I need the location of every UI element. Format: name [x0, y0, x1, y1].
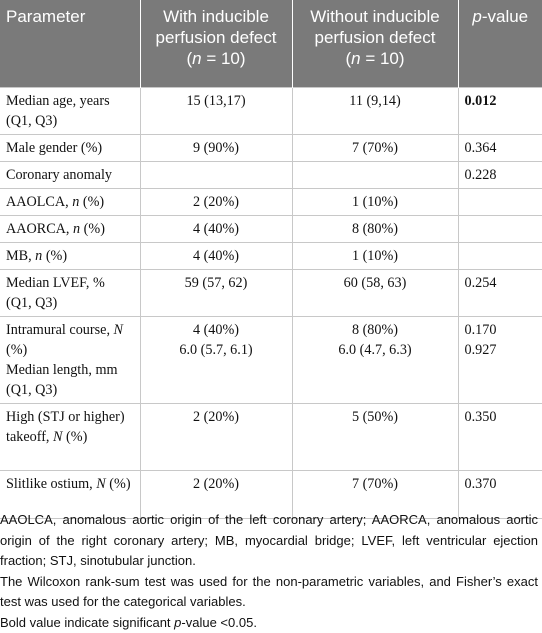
table-row [0, 403, 542, 470]
cell-param: Median age, years (Q1, Q3) [0, 87, 140, 134]
footnote-bold-text: Bold value indicate significant [0, 615, 174, 630]
cell-with: 4 (40%) [140, 215, 292, 242]
cell-without-value2: 6.0 (4.7, 6.3) [338, 342, 411, 358]
cell-with-value2: 6.0 (5.7, 6.1) [179, 342, 252, 358]
cell-with: 2 (20%) [140, 470, 292, 518]
cell-pvalue [458, 215, 542, 242]
header-with-line1: With inducible [163, 7, 269, 26]
param-n: N [114, 322, 123, 338]
cell-pvalue [458, 316, 542, 403]
table-row [0, 87, 542, 134]
cell-with [140, 316, 292, 403]
cell-with: 59 (57, 62) [140, 269, 292, 316]
cell-with: 4 (40%) [140, 242, 292, 269]
cell-with: 2 (20%) [140, 188, 292, 215]
header-with-line3: (n = 10) [186, 49, 245, 68]
cell-without: 11 (9,14) [292, 87, 458, 134]
header-without-line1: Without inducible [310, 7, 439, 26]
table-row [0, 269, 542, 316]
footnote-abbreviations: AAOLCA, anomalous aortic origin of the left coronary artery; AAORCA, anomalous aortic origin of the right coronary artery; MB, myocardial bridge; LVEF, left ventricular ejection fraction; STJ, sinotubular junction. [0, 510, 538, 572]
footnote-bold [0, 613, 538, 633]
cell-with: 2 (20%) [140, 403, 292, 470]
cell-pvalue: 0.228 [458, 161, 542, 188]
table-row [0, 316, 542, 403]
param-text: High (STJ or higher) takeoff, [6, 409, 125, 445]
table-row [0, 215, 542, 242]
cell-pvalue: 0.350 [458, 403, 542, 470]
header-row [0, 0, 542, 87]
param-n: n [73, 221, 80, 237]
header-with-line2: perfusion defect [156, 28, 277, 47]
header-pvalue-p: p [472, 7, 481, 26]
cell-with: 15 (13,17) [140, 87, 292, 134]
cell-pvalue: 0.370 [458, 470, 542, 518]
cell-without [292, 316, 458, 403]
cell-param: Coronary anomaly [0, 161, 140, 188]
param-suffix: (%) [6, 342, 27, 358]
cell-param [0, 316, 140, 403]
cell-param [0, 215, 140, 242]
cell-pvalue: 0.012 [458, 87, 542, 134]
header-parameter [0, 0, 140, 87]
param-suffix: (%) [42, 248, 67, 264]
cell-pvalue [458, 188, 542, 215]
cell-pvalue [458, 242, 542, 269]
cell-param: Male gender (%) [0, 134, 140, 161]
cell-without: 7 (70%) [292, 134, 458, 161]
cell-param: Median LVEF, % (Q1, Q3) [0, 269, 140, 316]
param-suffix: (%) [62, 429, 87, 445]
table-footnotes [0, 510, 538, 633]
param-text: Slitlike ostium, [6, 476, 96, 492]
cell-without: 8 (80%) [292, 215, 458, 242]
cell-param [0, 188, 140, 215]
header-without-defect [292, 0, 458, 87]
cell-without: 60 (58, 63) [292, 269, 458, 316]
cell-without: 7 (70%) [292, 470, 458, 518]
param-suffix: (%) [80, 221, 105, 237]
table-header [0, 0, 542, 87]
table-body [0, 87, 542, 518]
param-n: N [96, 476, 105, 492]
cell-without-value: 8 (80%) [352, 322, 398, 338]
param-text: AAOLCA, [6, 194, 72, 210]
param-suffix: (%) [106, 476, 131, 492]
footnote-bold-suffix: -value <0.05. [181, 615, 257, 630]
cell-without: 1 (10%) [292, 242, 458, 269]
param-n: n [72, 194, 79, 210]
param-text: Intramural course, [6, 322, 114, 338]
cell-with: 9 (90%) [140, 134, 292, 161]
param-n: n [35, 248, 42, 264]
table-row [0, 188, 542, 215]
cell-pvalue-value: 0.170 [465, 322, 497, 338]
cell-param [0, 242, 140, 269]
header-pvalue-rest: -value [482, 7, 528, 26]
cell-with-value: 4 (40%) [193, 322, 239, 338]
table-row [0, 134, 542, 161]
header-without-line3: (n = 10) [345, 49, 404, 68]
cell-pvalue-value2: 0.927 [465, 342, 497, 358]
table-row [0, 161, 542, 188]
param-subtext: Median length, mm (Q1, Q3) [6, 362, 118, 398]
param-text: AAORCA, [6, 221, 73, 237]
param-text: MB, [6, 248, 35, 264]
cell-with [140, 161, 292, 188]
table-row [0, 242, 542, 269]
header-pvalue [458, 0, 542, 87]
param-suffix: (%) [79, 194, 104, 210]
cell-pvalue: 0.254 [458, 269, 542, 316]
footnote-tests: The Wilcoxon rank-sum test was used for the non-parametric variables, and Fisher’s exact test was used for the categorical variables. [0, 572, 538, 613]
cell-without: 1 (10%) [292, 188, 458, 215]
cell-without: 5 (50%) [292, 403, 458, 470]
param-n: N [53, 429, 62, 445]
cell-param [0, 403, 140, 470]
header-parameter-text: Parameter [6, 7, 85, 26]
footnote-bold-p: p [174, 615, 181, 630]
cell-pvalue: 0.364 [458, 134, 542, 161]
header-with-defect [140, 0, 292, 87]
cell-without [292, 161, 458, 188]
header-without-line2: perfusion defect [315, 28, 436, 47]
